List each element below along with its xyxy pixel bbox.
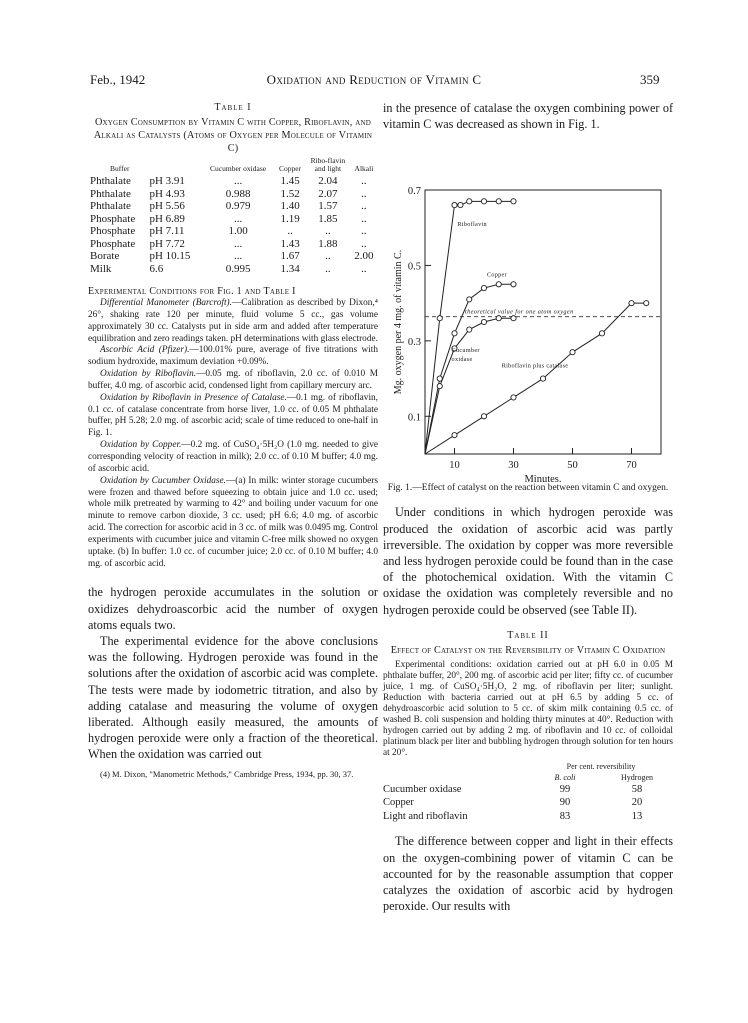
table1-cell-cucumber: 0.988 bbox=[225, 187, 251, 200]
table2-col-bcoli: B. coli bbox=[554, 772, 576, 782]
table1-cell-alkali: .. bbox=[361, 237, 367, 250]
table1-cell-alkali: .. bbox=[361, 187, 367, 200]
data-point bbox=[570, 350, 575, 355]
table1-cell-buffer: Phthalate bbox=[90, 200, 131, 212]
x-axis-label: Minutes. bbox=[524, 474, 562, 483]
series-label: oxidase bbox=[451, 356, 473, 364]
figure-caption: Fig. 1.—Effect of catalyst on the reaction between vitamin C and oxygen. bbox=[387, 483, 669, 494]
right-tail-paragraph: The difference between copper and light in their effects on the oxygen-combining power of vitamin C can be accounted for by the reasonable assumption that copper catalyzes the oxidation of ascorbic acid by hydrogen peroxide. Our results with bbox=[383, 834, 673, 914]
y-axis-label: Mg. oxygen per 4 mg. of vitamin C. bbox=[393, 250, 404, 395]
table1-label: Table I bbox=[214, 102, 252, 113]
right-intro-paragraph: in the presence of catalase the oxygen combining power of vitamin C was decreased as shown in Fig. 1. bbox=[383, 101, 673, 132]
table2 bbox=[383, 761, 673, 824]
table1-cell-cucumber: ... bbox=[233, 237, 243, 250]
x-tick-label: 30 bbox=[508, 460, 519, 472]
table2-group-header bbox=[383, 761, 673, 772]
condition-note-text: —Calibration as described by Dixon,⁴ 26°, shaking rate 120 per minute, fluid volume 5 cc., gas volume approximately 30 cc. Catalysts put in side arm and added after temperature equilibration and zero readings taken. pH determinations with glass electrode. bbox=[88, 298, 378, 344]
data-point bbox=[437, 384, 442, 389]
condition-note-text: —0.1 mg. of riboflavin, 0.1 cc. of catalase concentrate from horse liver, 1.0 cc. of 0.05 M phthalate buffer, pH 5.28; 2.0 mg. of ascorbic acid; scale of time reduced to one-half in Fig. 1. bbox=[88, 392, 379, 439]
table1-cell-copper: 1.40 bbox=[280, 200, 300, 212]
series-label: Copper bbox=[486, 272, 507, 280]
y-tick-label: 0.7 bbox=[407, 186, 421, 198]
data-point bbox=[496, 282, 501, 287]
data-point bbox=[496, 316, 501, 321]
condition-note bbox=[88, 298, 378, 345]
table1-cell-copper: 1.67 bbox=[280, 250, 300, 262]
table1-cell-copper: 1.19 bbox=[280, 212, 300, 225]
data-point bbox=[467, 297, 472, 302]
plot-frame bbox=[425, 190, 661, 454]
table-row bbox=[383, 796, 673, 810]
condition-note bbox=[88, 476, 378, 571]
data-point bbox=[511, 282, 516, 287]
table1-cell-ph: pH 4.93 bbox=[149, 187, 185, 200]
y-tick-label: 0.1 bbox=[407, 412, 421, 424]
table1-cell-ph: pH 6.89 bbox=[149, 212, 185, 225]
data-point bbox=[481, 320, 486, 325]
data-point bbox=[467, 199, 472, 204]
table-row bbox=[88, 188, 378, 201]
data-point bbox=[496, 199, 501, 204]
table2-group-label: Per cent. reversibility bbox=[566, 761, 636, 771]
table2-cell-hydrogen: 20 bbox=[631, 797, 643, 809]
table1-body bbox=[88, 175, 378, 275]
table1-col-cucumber: Cucumber oxidase bbox=[210, 164, 267, 173]
x-tick-label: 10 bbox=[449, 460, 460, 472]
left-column bbox=[88, 100, 378, 779]
table2-note: Experimental conditions: oxidation carried out at pH 6.0 in 0.05 M phthalate buffer, 20°, 200 mg. of ascorbic acid per liter; fifty cc. of cucumber juice, 1 mg. of CuSO₄·5H₂O, 2 mg. of riboflavin per liter; sunlight. Reduction with bacteria carried out at pH 6.5 by adding 5 cc. of dehydroascorbic acid solution to 5 cc. of skim milk containing 0.5 cc. of washed B. coli suspension and holding thirty minutes at 40°. Reduction with hydrogen carried out by adding 2 mg. of riboflavin and 10 cc. of colloidal platinum black per liter and bubbling hydrogen through solution for ten hours at 20°. bbox=[383, 659, 673, 758]
table2-label: Table II bbox=[507, 629, 549, 641]
table1-cell-cucumber: ... bbox=[233, 250, 243, 262]
condition-note bbox=[88, 393, 378, 440]
table2-cell-hydrogen: 13 bbox=[631, 810, 643, 822]
running-header-date: Feb., 1942 bbox=[90, 72, 146, 87]
table1-cell-ph: pH 10.15 bbox=[149, 250, 191, 262]
x-tick-label: 70 bbox=[626, 460, 637, 472]
table1-cell-cucumber: ... bbox=[233, 175, 243, 187]
table1-cell-riboflavin: .. bbox=[325, 262, 331, 275]
data-point bbox=[511, 199, 516, 204]
condition-note bbox=[88, 369, 378, 393]
table1 bbox=[88, 157, 378, 275]
table1-cell-alkali: .. bbox=[361, 175, 367, 187]
table2-cell-catalyst: Cucumber oxidase bbox=[383, 783, 462, 795]
table1-header-row bbox=[88, 157, 378, 175]
table1-cell-alkali: .. bbox=[361, 212, 367, 225]
condition-note-text: —100.01% pure, average of five titrations with sodium hydroxide, maximum deviation +0.09%. bbox=[88, 345, 378, 368]
table1-cell-buffer: Phthalate bbox=[90, 187, 131, 200]
table1-cell-cucumber: ... bbox=[233, 212, 243, 225]
table1-cell-cucumber: 1.00 bbox=[228, 225, 248, 237]
condition-note-text: —0.2 mg. of CuSO₄·5H₂O (1.0 mg. needed to give corresponding velocity of reaction in milk); 2.0 cc. of 0.10 M buffer; 4.0 mg. of ascorbic acid. bbox=[88, 440, 378, 474]
table2-cell-catalyst: Copper bbox=[383, 797, 414, 809]
condition-note-text: —(a) In milk: winter storage cucumbers were frozen and thawed before squeezing to obtain juice and 1.0 cc. used; whole milk pretreated by warming to 42° and boiling under vacuum for one minute to remove carbon dioxide, 3 cc. used; pH 6.6; 4.0 mg. of ascorbic acid. The correction for ascorbic acid in 3 cc. of milk was 0.0495 mg. Control experiments with cucumber juice and vitamin C-free milk showed no oxygen uptake. (b) In buffer: 1.0 cc. of cucumber juice; 2.0 cc. of 0.10 M buffer; 4.0 mg. of ascorbic acid. bbox=[88, 475, 378, 569]
table1-cell-cucumber: 0.995 bbox=[225, 262, 251, 275]
table2-caption: Effect of Catalyst on the Reversibility of Vitamin C Oxidation bbox=[390, 644, 666, 656]
footnote: (4) M. Dixon, "Manometric Methods," Cambridge Press, 1934, pp. 30, 37. bbox=[100, 768, 354, 779]
left-body-paragraph: the hydrogen peroxide accumulates in the solution or oxidizes dehydroascorbic acid the number of oxygen atoms equals two. bbox=[88, 585, 378, 632]
table1-cell-ph: 6.6 bbox=[149, 262, 164, 275]
table-row bbox=[88, 200, 378, 213]
series-label: Riboflavin bbox=[457, 221, 487, 229]
data-point bbox=[437, 316, 442, 321]
condition-note-lead: Oxidation by Cucumber Oxidase. bbox=[100, 475, 226, 486]
data-point bbox=[481, 199, 486, 204]
table1-cell-ph: pH 3.91 bbox=[149, 175, 185, 187]
table1-cell-copper: .. bbox=[287, 225, 293, 237]
condition-note-lead: Differential Manometer (Barcroft). bbox=[100, 298, 232, 308]
table1-cell-alkali: .. bbox=[361, 225, 367, 237]
table2-col-hydrogen: Hydrogen bbox=[621, 772, 653, 782]
right-column bbox=[383, 100, 673, 914]
reference-line-label: theoretical value for one atom oxygen bbox=[465, 309, 574, 317]
table2-cell-hydrogen: 58 bbox=[631, 783, 643, 795]
table1-cell-buffer: Milk bbox=[90, 262, 112, 275]
table1-cell-copper: 1.34 bbox=[280, 262, 300, 275]
table1-col-buffer: Buffer bbox=[110, 164, 130, 173]
condition-note-lead: Oxidation by Riboflavin. bbox=[100, 369, 197, 380]
table1-cell-riboflavin: 1.57 bbox=[318, 200, 338, 212]
table2-cell-catalyst: Light and riboflavin bbox=[383, 810, 468, 822]
series-label: Riboflavin plus catalase bbox=[501, 362, 569, 370]
y-tick-label: 0.5 bbox=[407, 261, 421, 273]
table1-cell-alkali: .. bbox=[361, 262, 367, 275]
table1-col-alkali: Alkali bbox=[354, 164, 374, 173]
table-row bbox=[88, 250, 378, 263]
table1-cell-buffer: Phosphate bbox=[90, 212, 136, 225]
table1-cell-ph: pH 7.72 bbox=[149, 237, 185, 250]
table-row bbox=[88, 238, 378, 251]
table1-cell-ph: pH 7.11 bbox=[149, 225, 185, 237]
data-point bbox=[481, 286, 486, 291]
table2-cell-bcoli: 83 bbox=[559, 810, 571, 822]
data-point bbox=[511, 395, 516, 400]
data-point bbox=[511, 316, 516, 321]
page-number: 359 bbox=[640, 72, 660, 87]
left-body-paragraph: The experimental evidence for the above conclusions was the following. Hydrogen peroxide was found in the solutions after the oxidation of ascorbic acid was complete. The tests were made by iodometric titration, and also by adding catalase and measuring the volume of oxygen liberated. Although easily measured, the amounts of hydrogen peroxide were only a fraction of the theoretical. When the oxidation was carried out bbox=[88, 634, 378, 762]
condition-note bbox=[88, 345, 378, 369]
condition-note-lead: Oxidation by Riboflavin in Presence of Catalase. bbox=[100, 392, 287, 403]
table1-cell-riboflavin: .. bbox=[325, 225, 331, 237]
conditions-notes bbox=[88, 298, 378, 570]
condition-note-lead: Oxidation by Copper. bbox=[100, 440, 182, 451]
x-tick-label: 50 bbox=[567, 460, 578, 472]
table1-cell-copper: 1.52 bbox=[280, 187, 300, 200]
table1-cell-cucumber: 0.979 bbox=[225, 200, 251, 212]
condition-note-text: —0.05 mg. of riboflavin, 2.0 cc. of 0.010 M buffer, 4.0 mg. of ascorbic acid, condensed light from capillary mercury arc. bbox=[88, 369, 378, 391]
table1-cell-copper: 1.43 bbox=[280, 237, 300, 250]
table1-cell-buffer: Borate bbox=[90, 250, 120, 262]
table1-cell-buffer: Phosphate bbox=[90, 225, 136, 237]
table1-cell-riboflavin: 1.85 bbox=[318, 212, 338, 225]
table1-cell-riboflavin: 2.04 bbox=[318, 175, 338, 187]
table1-cell-riboflavin: 2.07 bbox=[318, 187, 338, 200]
table1-col-copper: Copper bbox=[279, 164, 302, 173]
table1-cell-riboflavin: 1.88 bbox=[318, 237, 338, 250]
figure-1 bbox=[383, 132, 673, 482]
table1-cell-alkali: .. bbox=[361, 200, 367, 212]
right-body-paragraph: Under conditions in which hydrogen peroxide was produced the oxidation of ascorbic acid was partly irreversible. The oxidation by copper was more reversible and less hydrogen peroxide could be found than in the case of the photochemical oxidation. With the vitamin C oxidase the oxidation was completely reversible and no hydrogen peroxide could be observed (see Table II). bbox=[383, 505, 673, 617]
oxygen-uptake-chart bbox=[383, 132, 673, 482]
table1-cell-copper: 1.45 bbox=[280, 175, 300, 187]
conditions-heading: Experimental Conditions for Fig. 1 and Table I bbox=[88, 286, 296, 297]
data-point bbox=[599, 331, 604, 336]
table1-cell-ph: pH 5.56 bbox=[149, 200, 185, 212]
table2-body bbox=[383, 783, 673, 824]
data-point bbox=[452, 433, 457, 438]
table-row bbox=[88, 175, 378, 188]
table1-col-riboflavin: Ribo-flavin and light bbox=[310, 156, 346, 173]
table1-cell-buffer: Phosphate bbox=[90, 237, 136, 250]
data-point bbox=[629, 301, 634, 306]
table1-caption: Oxygen Consumption by Vitamin C with Copper, Riboflavin, and Alkali as Catalysts (Atoms of Oxygen per Molecule of Vitamin C) bbox=[93, 117, 373, 154]
table-row bbox=[383, 810, 673, 824]
table1-cell-riboflavin: .. bbox=[325, 250, 331, 262]
condition-note bbox=[88, 440, 378, 476]
running-header-title: Oxidation and Reduction of Vitamin C bbox=[266, 72, 482, 87]
data-point bbox=[540, 376, 545, 381]
table2-cell-bcoli: 90 bbox=[559, 797, 571, 809]
data-point bbox=[452, 331, 457, 336]
data-point bbox=[481, 414, 486, 419]
data-point bbox=[452, 203, 457, 208]
table2-header-row bbox=[383, 772, 673, 783]
condition-note-lead: Ascorbic Acid (Pfizer). bbox=[100, 345, 190, 356]
table-row bbox=[88, 263, 378, 276]
series-label: Cucumber bbox=[451, 347, 480, 355]
table-row bbox=[88, 225, 378, 238]
y-tick-label: 0.3 bbox=[407, 337, 421, 349]
table1-cell-buffer: Phthalate bbox=[90, 175, 131, 187]
table2-cell-bcoli: 99 bbox=[559, 783, 571, 795]
table-row bbox=[383, 783, 673, 797]
data-point bbox=[467, 327, 472, 332]
data-point bbox=[458, 203, 463, 208]
table-row bbox=[88, 213, 378, 226]
table1-cell-alkali: 2.00 bbox=[354, 250, 374, 262]
data-point bbox=[644, 301, 649, 306]
